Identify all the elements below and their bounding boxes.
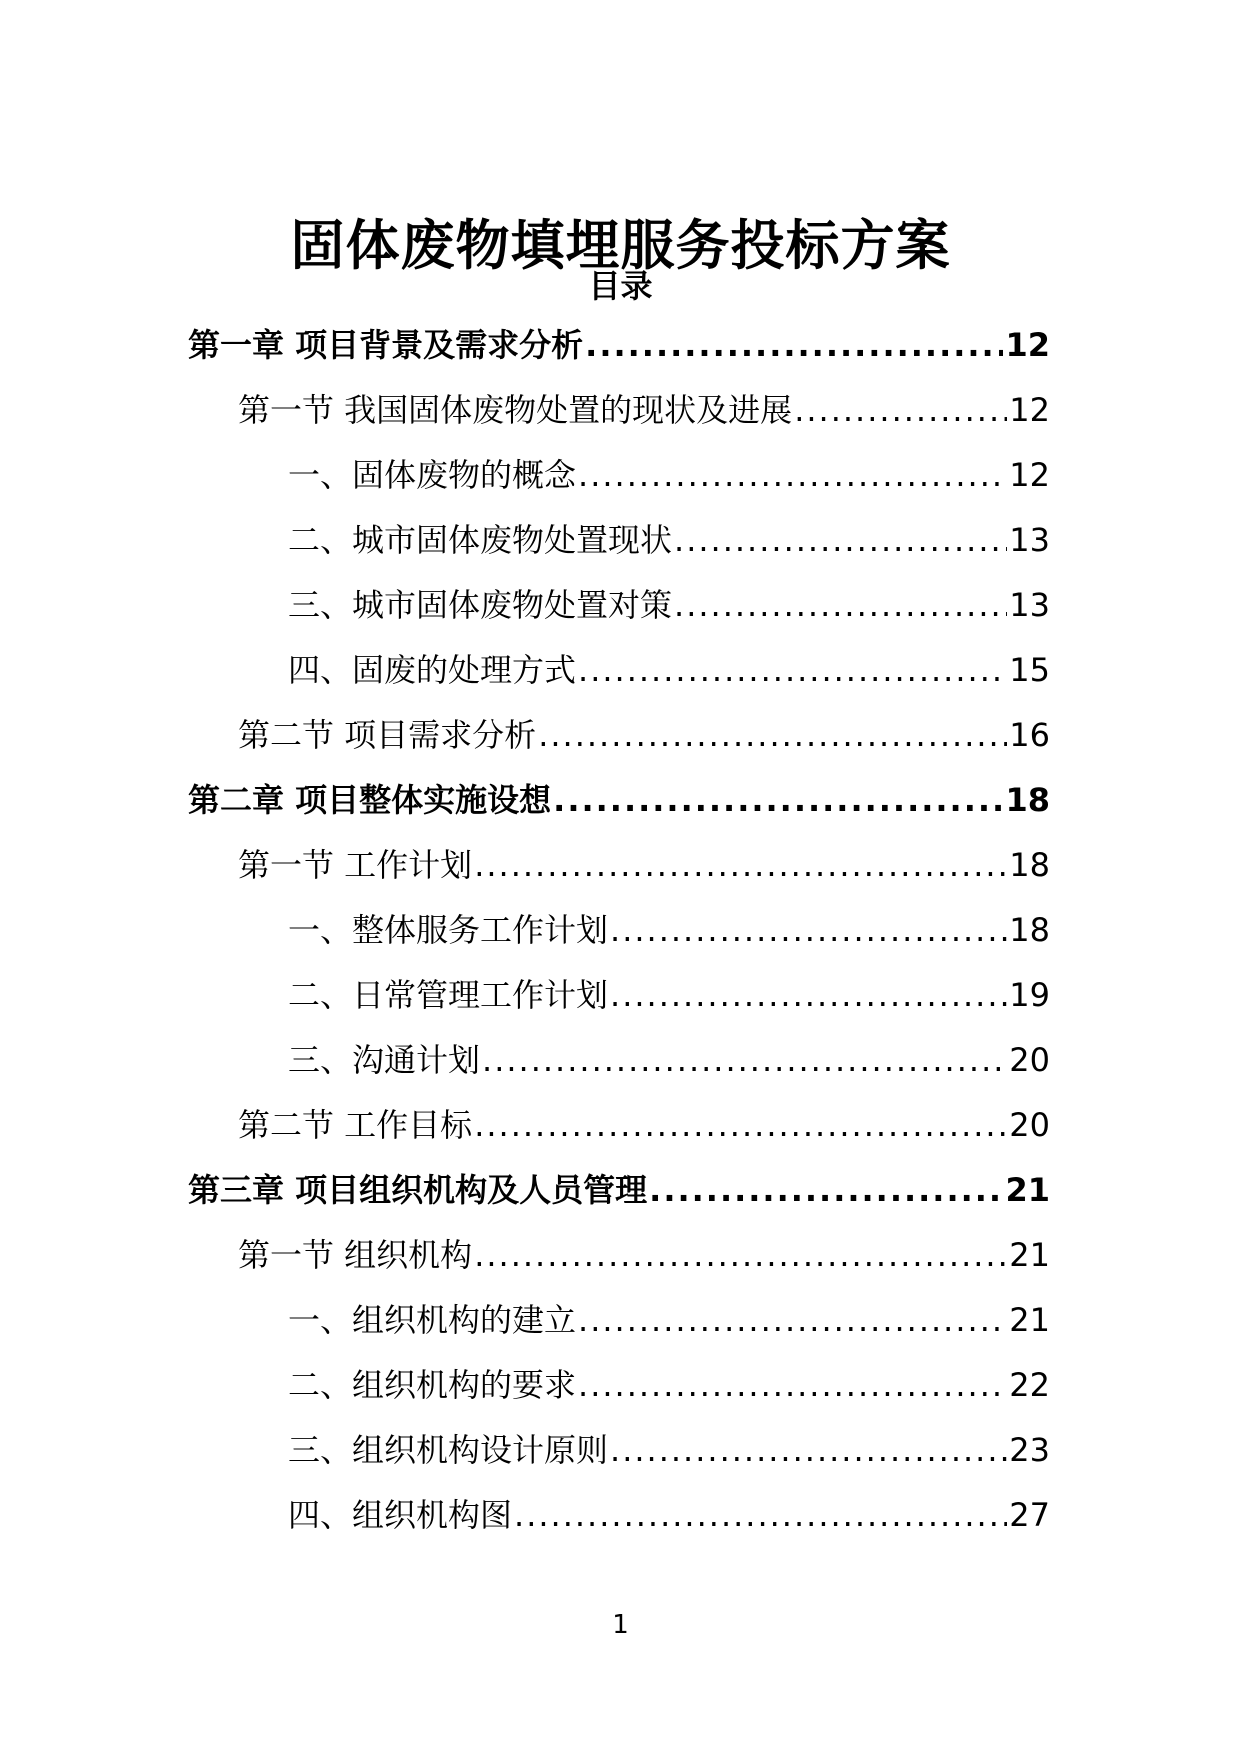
toc-entry-page: 12 [1005,326,1050,364]
toc-entry-subsection[interactable] [0,908,1241,973]
toc-entry-page: 19 [1009,976,1050,1014]
toc-entry-label: 一、固体废物的概念 [288,456,577,494]
toc-entry-label: 二、日常管理工作计划 [288,976,609,1014]
toc-entry-subsection[interactable] [0,1038,1241,1103]
toc-entry-section[interactable] [0,388,1241,453]
toc-dot-leader [553,778,1003,822]
toc-entry-label: 第三章 项目组织机构及人员管理 [188,1171,648,1209]
toc-entry-label: 二、组织机构的要求 [288,1366,577,1404]
toc-entry-label: 第二章 项目整体实施设想 [188,781,552,819]
toc-entry-label: 一、整体服务工作计划 [288,911,609,949]
toc-entry-subsection[interactable] [0,973,1241,1038]
toc-dot-leader [578,1363,1007,1407]
toc-entry-label: 三、沟通计划 [288,1041,481,1079]
toc-entry-subsection[interactable] [0,453,1241,518]
toc-entry-label: 第二节 工作目标 [238,1106,473,1144]
toc-entry-subsection[interactable] [0,518,1241,583]
toc-entry-page: 16 [1009,716,1050,754]
toc-entry-page: 27 [1009,1496,1050,1534]
toc-entry-label: 三、城市固体废物处置对策 [288,586,673,624]
document-title: 固体废物填埋服务投标方案 [290,214,951,278]
toc-entry-subsection[interactable] [0,1428,1241,1493]
toc-dot-leader [578,453,1007,497]
toc-entry-page: 12 [1009,391,1050,429]
toc-dot-leader [610,973,1007,1017]
toc-entry-section[interactable] [0,843,1241,908]
toc-dot-leader [538,713,1007,757]
toc-entry-page: 18 [1009,911,1050,949]
toc-dot-leader [474,843,1007,887]
toc-entry-label: 一、组织机构的建立 [288,1301,577,1339]
toc-dot-leader [649,1168,1003,1212]
toc-entry-label: 第一节 我国固体废物处置的现状及进展 [238,391,793,429]
toc-entry-chapter[interactable] [0,323,1241,388]
page-number: 1 [612,1610,629,1640]
toc-entry-section[interactable] [0,713,1241,778]
toc-dot-leader [610,1428,1007,1472]
toc-entry-subsection[interactable] [0,1298,1241,1363]
toc-entry-chapter[interactable] [0,778,1241,843]
toc-dot-leader [482,1038,1007,1082]
toc-heading: 目录 [588,267,653,305]
toc-dot-leader [578,1298,1007,1342]
toc-dot-leader [674,518,1007,562]
toc-entry-page: 21 [1009,1236,1050,1274]
toc-entry-subsection[interactable] [0,583,1241,648]
toc-entry-section[interactable] [0,1233,1241,1298]
toc-dot-leader [474,1103,1007,1147]
toc-entry-subsection[interactable] [0,648,1241,713]
toc-dot-leader [514,1493,1007,1537]
toc-entry-label: 第一章 项目背景及需求分析 [188,326,584,364]
toc-entry-label: 四、组织机构图 [288,1496,513,1534]
toc-entry-page: 18 [1005,781,1050,819]
table-of-contents [0,323,1241,1558]
toc-dot-leader [674,583,1007,627]
toc-entry-label: 三、组织机构设计原则 [288,1431,609,1469]
toc-entry-page: 22 [1009,1366,1050,1404]
toc-entry-subsection[interactable] [0,1363,1241,1428]
toc-dot-leader [578,648,1007,692]
toc-dot-leader [474,1233,1007,1277]
toc-entry-page: 23 [1009,1431,1050,1469]
toc-entry-chapter[interactable] [0,1168,1241,1233]
toc-entry-label: 第二节 项目需求分析 [238,716,537,754]
toc-entry-page: 13 [1009,521,1050,559]
toc-dot-leader [610,908,1007,952]
toc-entry-section[interactable] [0,1103,1241,1168]
toc-dot-leader [585,323,1003,367]
toc-entry-page: 20 [1009,1041,1050,1079]
toc-entry-label: 第一节 工作计划 [238,846,473,884]
toc-entry-page: 21 [1005,1171,1050,1209]
toc-entry-page: 15 [1009,651,1050,689]
toc-entry-page: 12 [1009,456,1050,494]
toc-entry-subsection[interactable] [0,1493,1241,1558]
toc-entry-page: 21 [1009,1301,1050,1339]
toc-entry-label: 二、城市固体废物处置现状 [288,521,673,559]
toc-entry-label: 第一节 组织机构 [238,1236,473,1274]
toc-entry-page: 20 [1009,1106,1050,1144]
toc-entry-page: 13 [1009,586,1050,624]
toc-entry-page: 18 [1009,846,1050,884]
toc-entry-label: 四、固废的处理方式 [288,651,577,689]
toc-dot-leader [794,388,1007,432]
